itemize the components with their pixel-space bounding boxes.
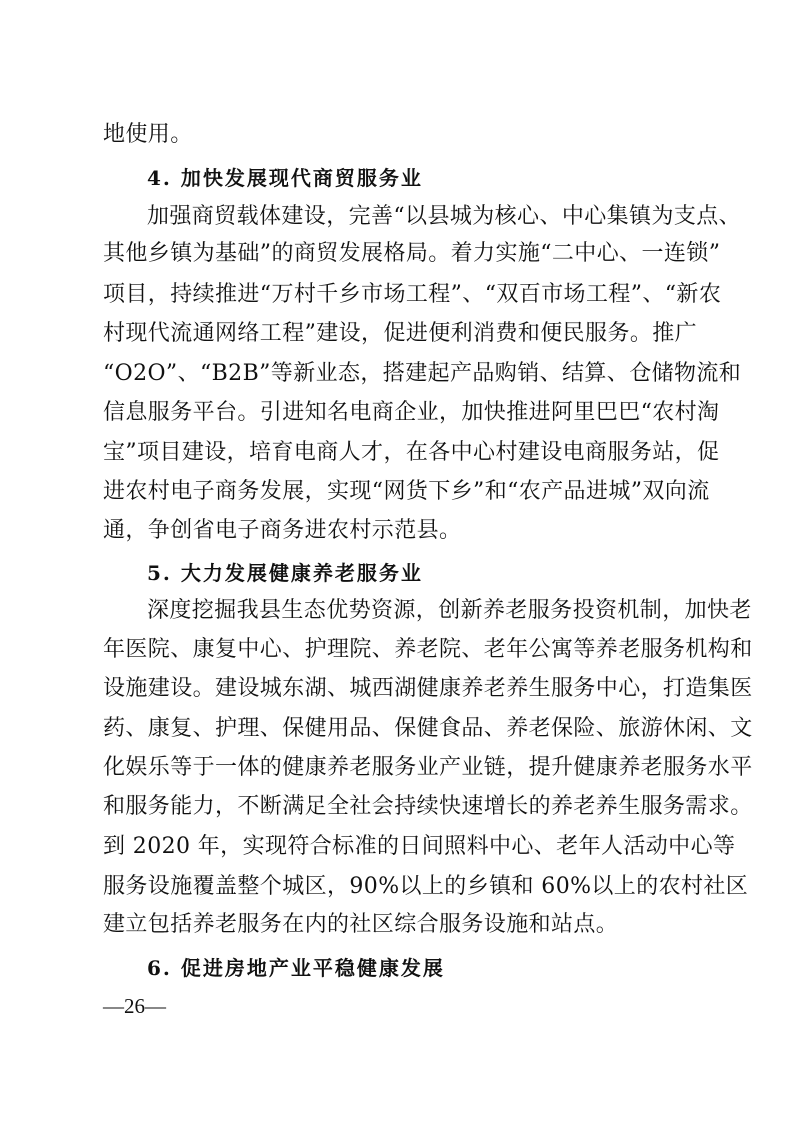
paragraph-line: 宝”项目建设，培育电商人才，在各中心村建设电商服务站，促	[103, 440, 720, 465]
section-heading-6: 6. 促进房地产业平稳健康发展	[147, 956, 445, 980]
paragraph-line: 信息服务平台。引进知名电商企业，加快推进阿里巴巴“农村淘	[103, 400, 720, 425]
paragraph-line: 建立包括养老服务在内的社区综合服务设施和站点。	[103, 912, 619, 937]
paragraph-line: 年医院、康复中心、护理院、养老院、老年公寓等养老服务机构和	[103, 637, 753, 662]
paragraph-line: 进农村电子商务发展，实现“网货下乡”和“农产品进城”双向流	[103, 479, 710, 504]
paragraph-line: 地使用。	[103, 122, 193, 147]
page-number: —26—	[103, 994, 166, 1018]
paragraph-line: 服务设施覆盖整个城区，90%以上的乡镇和 60%以上的农村社区	[103, 874, 749, 899]
paragraph-line: 其他乡镇为基础”的商贸发展格局。着力实施“二中心、一连锁”	[103, 241, 721, 266]
paragraph-line: “O2O”、“B2B”等新业态，搭建起产品购销、结算、仓储物流和	[103, 361, 742, 386]
paragraph-line: 深度挖掘我县生态优势资源，创新养老服务投资机制，加快老	[147, 598, 752, 623]
paragraph-line: 村现代流通网络工程”建设，促进便利消费和便民服务。推广	[103, 321, 698, 346]
paragraph-line: 通，争创省电子商务进农村示范县。	[103, 518, 462, 543]
section-heading-5: 5. 大力发展健康养老服务业	[147, 561, 423, 585]
paragraph-line: 和服务能力，不断满足全社会持续快速增长的养老养生服务需求。	[103, 794, 753, 819]
paragraph-line: 化娱乐等于一体的健康养老服务业产业链，提升健康养老服务水平	[103, 755, 753, 780]
paragraph-line: 药、康复、护理、保健用品、保健食品、养老保险、旅游休闲、文	[103, 716, 753, 741]
paragraph-line: 加强商贸载体建设，完善“以县城为核心、中心集镇为支点、	[147, 204, 742, 229]
paragraph-line: 到 2020 年，实现符合标准的日间照料中心、老年人活动中心等	[103, 834, 736, 859]
section-heading-4: 4. 加快发展现代商贸服务业	[147, 166, 423, 190]
paragraph-line: 项目，持续推进“万村千乡市场工程”、“双百市场工程”、“新农	[103, 282, 722, 307]
paragraph-line: 设施建设。建设城东湖、城西湖健康养老养生服务中心，打造集医	[103, 676, 753, 701]
